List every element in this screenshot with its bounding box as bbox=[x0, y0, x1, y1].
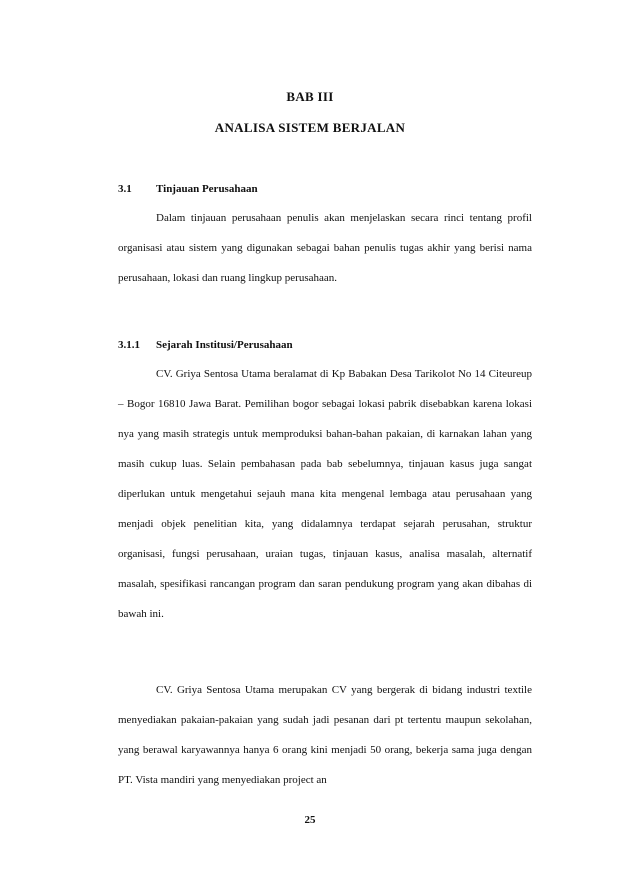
chapter-label: BAB III bbox=[286, 89, 334, 104]
section-title: Tinjauan Perusahaan bbox=[156, 183, 258, 195]
chapter-title: ANALISA SISTEM BERJALAN bbox=[214, 120, 406, 135]
section-3-1-1-paragraph-1: CV. Griya Sentosa Utama beralamat di Kp Babakan Desa Tarikolot No 14 Citeureup – Bogor 16810 Jawa Barat. Pemilihan bogor sebagai lokasi pabrik disebabkan karena lokasi nya yang masih strategis untuk memproduksi bahan-bahan pakaian, di karnakan lahan yang masih cukup luas. Selain pembahasan pada bab sebelumnya, tinjauan kasus juga sangat diperlukan untuk mengetahui sejauh mana kita mengenal lembaga atau perusahaan yang menjadi objek penelitian kita, yang didalamnya terdapat sejarah perusahan, struktur organisasi, fungsi perusahaan, uraian tugas, tinjauan kasus, analisa masalah, alternatif masalah, spesifikasi rancangan program dan saran pendukung program yang akan dibahas di bawah ini. bbox=[118, 368, 532, 620]
section-3-1-paragraph: Dalam tinjauan perusahaan penulis akan menjelaskan secara rinci tentang profil organisasi atau sistem yang digunakan sebagai bahan penulis tugas akhir yang berisi nama perusahaan, lokasi dan ruang lingkup perusahaan. bbox=[118, 212, 532, 284]
section-number: 3.1.1 bbox=[118, 339, 140, 351]
section-heading-3-1 bbox=[118, 183, 258, 195]
section-3-1-1-paragraph-2: CV. Griya Sentosa Utama merupakan CV yang bergerak di bidang industri textile menyediakan pakaian-pakaian yang sudah jadi pesanan dari pt tertentu maupun sekolahan, yang berawal karyawannya hanya 6 orang kini menjadi 50 orang, bekerja sama juga dengan PT. Vista mandiri yang menyediakan project an bbox=[118, 684, 532, 786]
page-number: 25 bbox=[304, 814, 316, 826]
section-heading-3-1-1 bbox=[118, 339, 293, 351]
section-number: 3.1 bbox=[118, 183, 132, 195]
section-title: Sejarah Institusi/Perusahaan bbox=[156, 339, 293, 351]
